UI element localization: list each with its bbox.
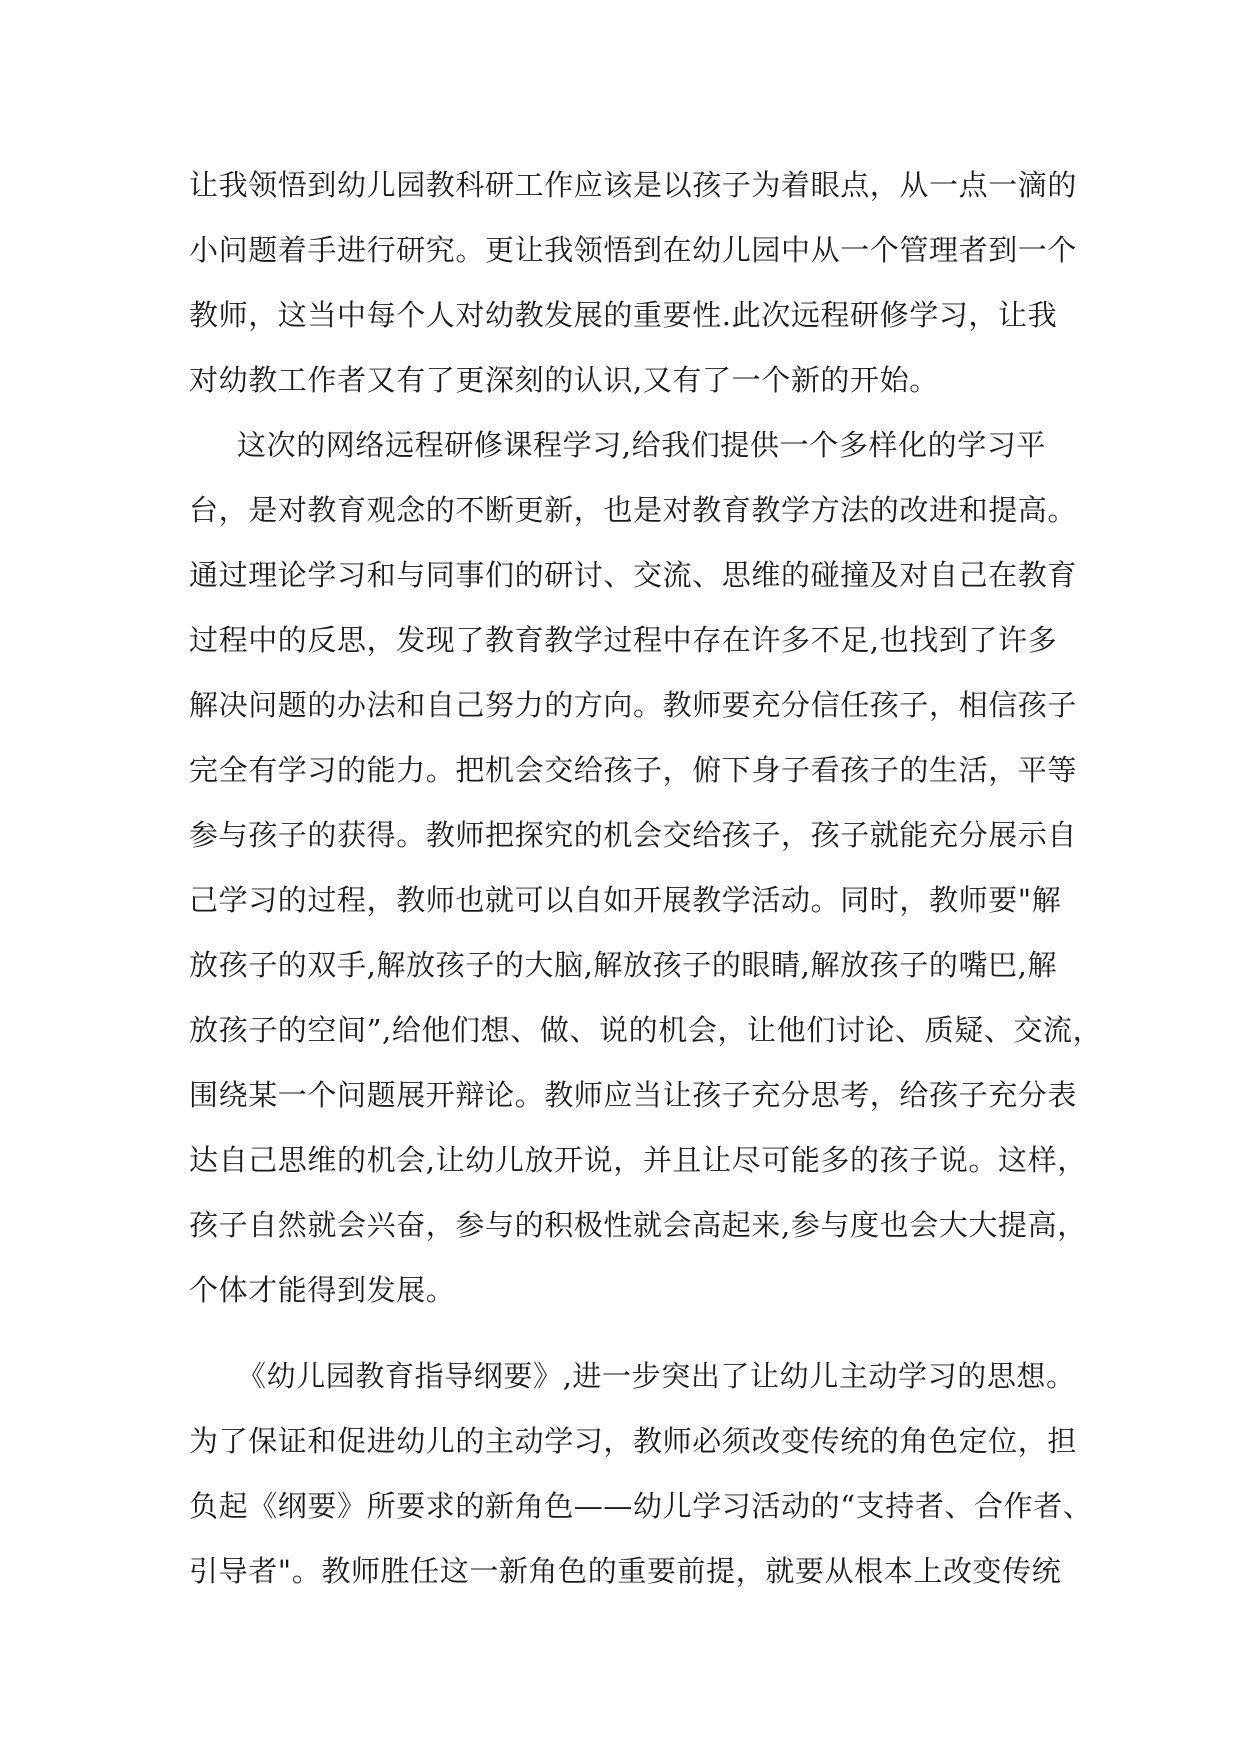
text-line: 孩子自然就会兴奋，参与的积极性就会高起来,参与度也会大大提高， — [189, 1208, 1087, 1242]
text-line: 这次的网络远程研修课程学习,给我们提供一个多样化的学习平 — [237, 428, 1047, 462]
text-line: 己学习的过程，教师也就可以自如开展教学活动。同时，教师要"解 — [189, 883, 1062, 917]
text-line: 解决问题的办法和自己努力的方向。教师要充分信任孩子，相信孩子 — [189, 688, 1078, 722]
text-line: 为了保证和促进幼儿的主动学习，教师必须改变传统的角色定位，担 — [189, 1424, 1078, 1458]
paragraph-3 — [189, 1344, 1093, 1604]
text-line: 小问题着手进行研究。更让我领悟到在幼儿园中从一个管理者到一个 — [189, 233, 1078, 267]
text-line: 放孩子的双手,解放孩子的大脑,解放孩子的眼睛,解放孩子的嘴巴,解 — [189, 948, 1058, 982]
text-line: 通过理论学习和与同事们的研讨、交流、思维的碰撞及对自己在教育 — [189, 558, 1078, 592]
text-line: 参与孩子的获得。教师把探究的机会交给孩子，孩子就能充分展示自 — [189, 818, 1078, 852]
paragraph-2 — [189, 413, 1103, 1323]
text-line: 台，是对教育观念的不断更新，也是对教育教学方法的改进和提高。 — [189, 493, 1078, 527]
text-line: 个体才能得到发展。 — [189, 1273, 456, 1307]
text-line: 让我领悟到幼儿园教科研工作应该是以孩子为着眼点，从一点一滴的 — [189, 168, 1078, 202]
text-line: 负起《纲要》所要求的新角色——幼儿学习活动的“支持者、合作者、 — [189, 1489, 1093, 1523]
text-line: 完全有学习的能力。把机会交给孩子，俯下身子看孩子的生活，平等 — [189, 753, 1078, 787]
text-line: 《幼儿园教育指导纲要》,进一步突出了让幼儿主动学习的思想。 — [237, 1359, 1076, 1393]
text-line: 过程中的反思，发现了教育教学过程中存在许多不足,也找到了许多 — [189, 623, 1058, 657]
text-line: 围绕某一个问题展开辩论。教师应当让孩子充分思考，给孩子充分表 — [189, 1078, 1078, 1112]
text-line: 引导者"。教师胜任这一新角色的重要前提，就要从根本上改变传统 — [189, 1554, 1062, 1588]
paragraph-1 — [189, 153, 1089, 413]
text-line: 对幼教工作者又有了更深刻的认识,又有了一个新的开始。 — [189, 363, 939, 397]
text-line: 达自己思维的机会,让幼儿放开说，并且让尽可能多的孩子说。这样， — [189, 1143, 1087, 1177]
text-line: 放孩子的空间”,给他们想、做、说的机会，让他们讨论、质疑、交流， — [189, 1013, 1103, 1047]
text-line: 教师，这当中每个人对幼教发展的重要性.此次远程研修学习，让我 — [189, 298, 1058, 332]
